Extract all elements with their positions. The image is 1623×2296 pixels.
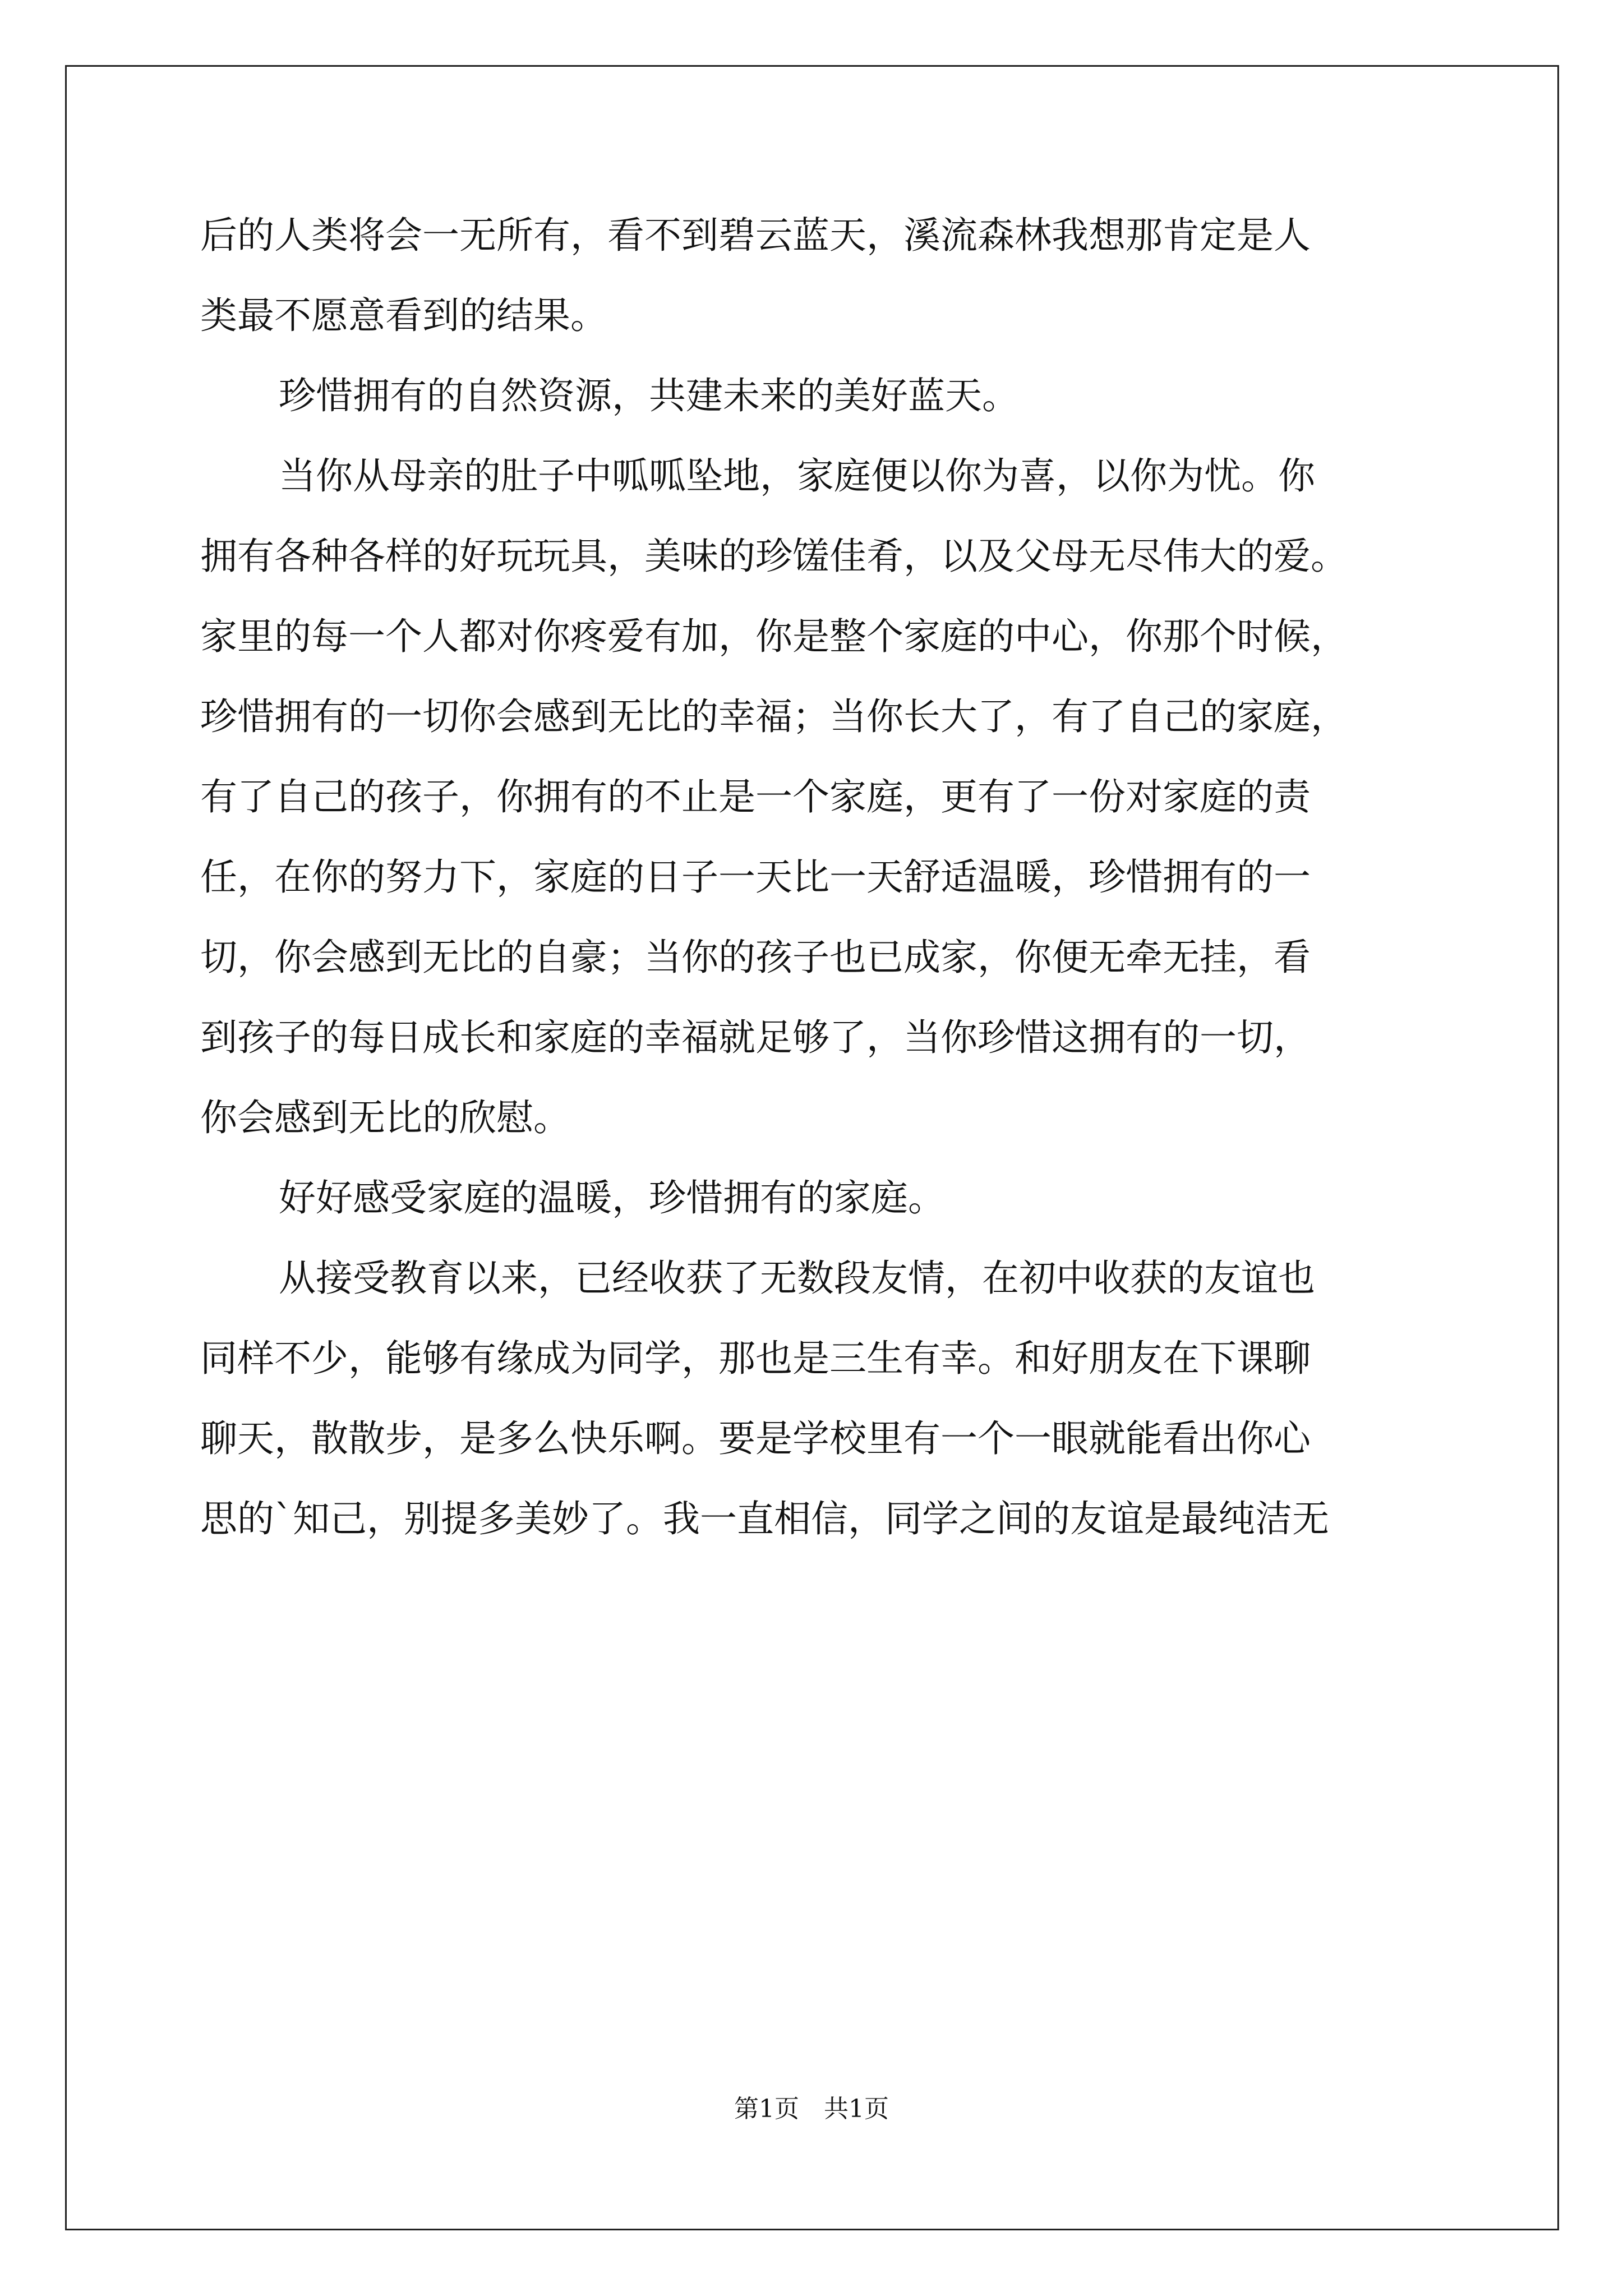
text-line: 珍惜拥有的一切你会感到无比的幸福；当你长大了，有了自己的家庭， <box>200 695 1348 738</box>
text-line: 当你从母亲的肚子中呱呱坠地，家庭便以你为喜，以你为忧。你 <box>279 454 1315 498</box>
text-line: 家里的每一个人都对你疼爱有加，你是整个家庭的中心，你那个时候， <box>200 615 1348 658</box>
text-line: 切，你会感到无比的自豪；当你的孩子也已成家，你便无牵无挂，看 <box>200 936 1311 979</box>
text-line: 任，在你的努力下，家庭的日子一天比一天舒适温暖，珍惜拥有的一 <box>200 855 1311 899</box>
text-line: 思的`知己，别提多美妙了。我一直相信，同学之间的友谊是最纯洁无 <box>200 1497 1329 1540</box>
text-line: 后的人类将会一无所有，看不到碧云蓝天，溪流森林我想那肯定是人 <box>200 214 1311 257</box>
text-line: 珍惜拥有的自然资源，共建未来的美好蓝天。 <box>279 374 1019 417</box>
text-line: 聊天，散散步，是多么快乐啊。要是学校里有一个一眼就能看出你心 <box>200 1417 1311 1460</box>
text-line: 有了自己的孩子，你拥有的不止是一个家庭，更有了一份对家庭的责 <box>200 775 1311 818</box>
page-number: 第1页 共1页 <box>734 2095 889 2123</box>
text-line: 从接受教育以来，已经收获了无数段友情，在初中收获的友谊也 <box>279 1257 1315 1300</box>
text-line: 你会感到无比的欣慰。 <box>200 1096 570 1139</box>
text-line: 拥有各种各样的好玩玩具，美味的珍馐佳肴，以及父母无尽伟大的爱。 <box>200 535 1348 578</box>
text-line: 类最不愿意看到的结果。 <box>200 294 607 337</box>
text-line: 到孩子的每日成长和家庭的幸福就足够了，当你珍惜这拥有的一切， <box>200 1016 1311 1059</box>
text-line: 好好感受家庭的温暖，珍惜拥有的家庭。 <box>279 1176 945 1220</box>
text-line: 同样不少，能够有缘成为同学，那也是三生有幸。和好朋友在下课聊 <box>200 1337 1311 1380</box>
